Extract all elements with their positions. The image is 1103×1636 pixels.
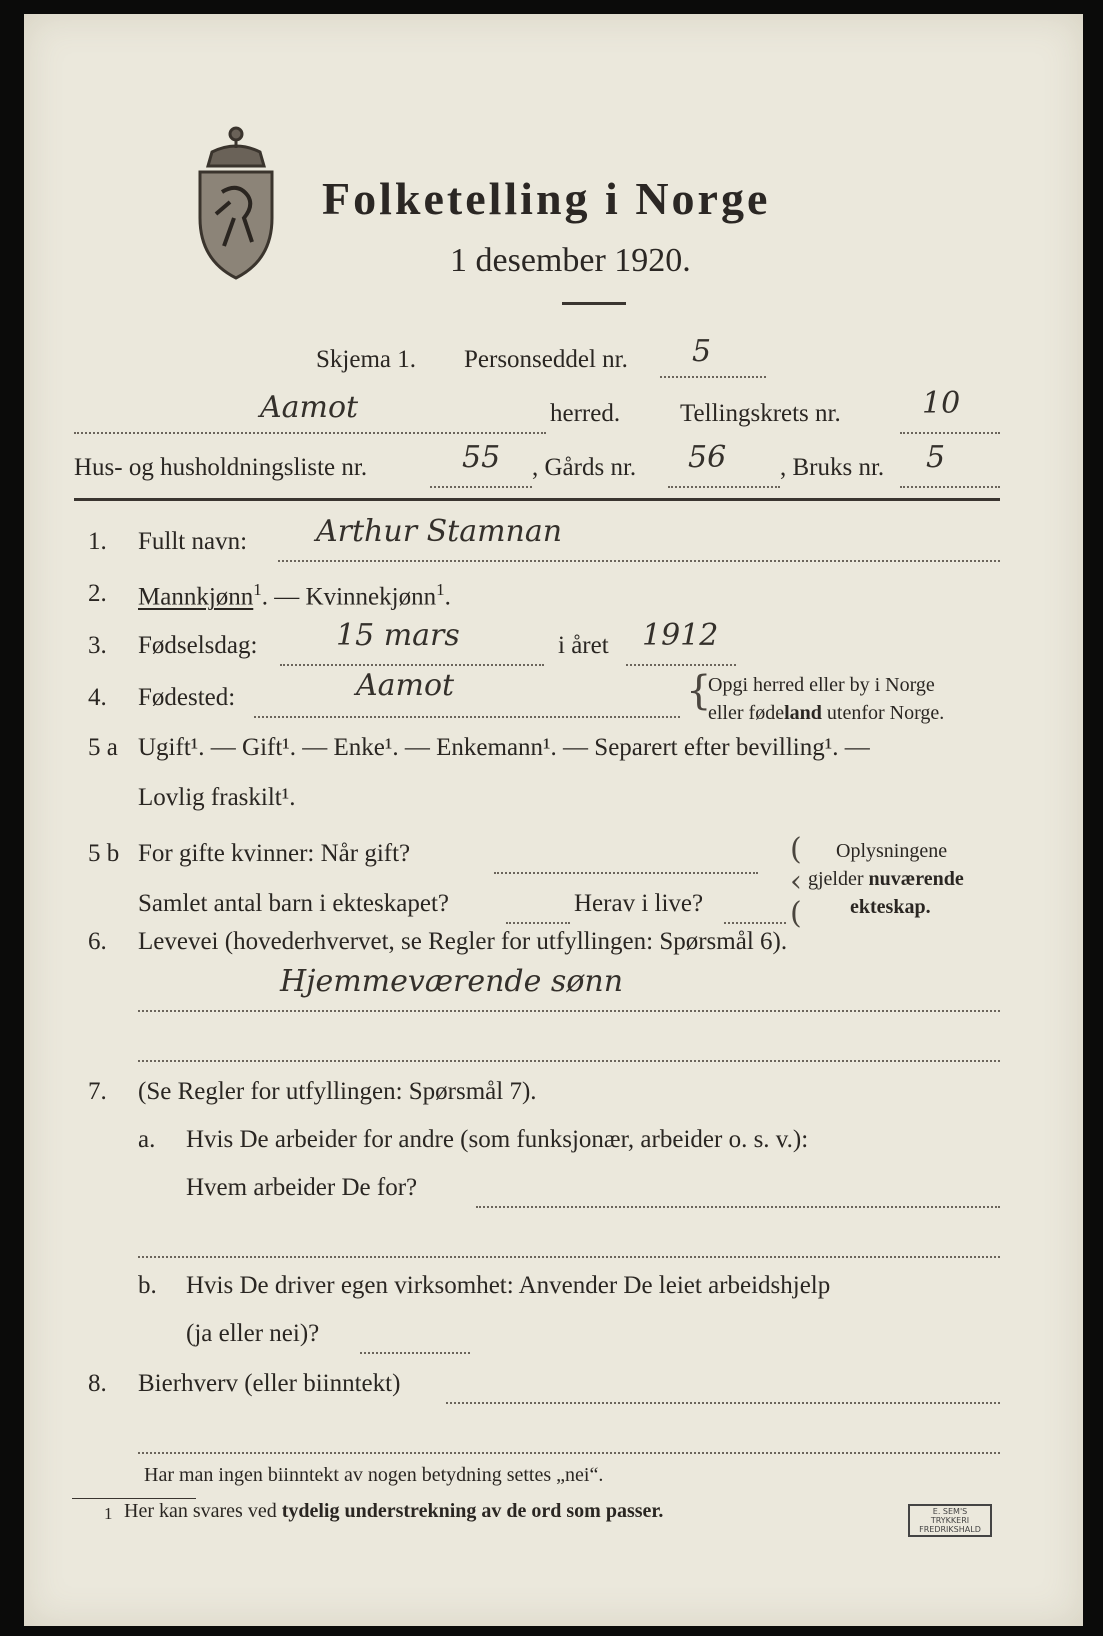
q5b-note-line1: Oplysningene	[836, 840, 948, 862]
q7b-line2: (ja eller nei)?	[186, 1320, 320, 1347]
herred-value: Aamot	[260, 390, 359, 425]
form-title: Folketelling i Norge	[322, 173, 771, 224]
q4-brace: {	[686, 668, 712, 714]
q2-male-underlined: Mannkjønn	[138, 583, 254, 611]
tellingskrets-value: 10	[922, 386, 961, 421]
q1-full-name-value: Arthur Stamnan	[316, 514, 563, 549]
footnote-text: Her kan svares ved tydelig understrekning av de ord som passer.	[124, 1500, 664, 1522]
q7-label: (Se Regler for utfyllingen: Spørsmål 7).	[138, 1078, 537, 1105]
q5b-alive-label: Herav i live?	[574, 890, 704, 917]
q4-birthplace-value: Aamot	[356, 668, 455, 703]
q8-label: Bierhverv (eller biinntekt)	[138, 1370, 401, 1397]
q7-number: 7.	[88, 1078, 107, 1105]
q1-number: 1.	[88, 528, 107, 555]
q5b-line1: For gifte kvinner: Når gift?	[138, 840, 411, 867]
q7a-line1: Hvis De arbeider for andre (som funksjonær, arbeider o. s. v.):	[186, 1126, 809, 1153]
husholdningsliste-value: 55	[462, 440, 501, 475]
q5a-line1: Ugift¹. — Gift¹. — Enke¹. — Enkemann¹. — Separert efter bevilling¹. —	[138, 734, 870, 761]
herred-label: herred.	[550, 400, 621, 427]
q3-label: Fødselsdag:	[138, 632, 258, 659]
census-form-sheet	[24, 14, 1083, 1626]
q5a-number: 5 a	[88, 734, 118, 761]
q6-occupation-value: Hjemmeværende sønn	[280, 964, 624, 999]
q3-birthday-value: 15 mars	[336, 618, 460, 653]
tellingskrets-label: Tellingskrets nr.	[680, 400, 841, 427]
q3-year-value: 1912	[642, 618, 719, 653]
q7a-line2: Hvem arbeider De for?	[186, 1174, 418, 1201]
census-date: 1 desember 1920.	[450, 242, 691, 279]
q3-year-label: i året	[558, 632, 609, 659]
header-rule	[74, 498, 1000, 501]
q5b-number: 5 b	[88, 840, 120, 867]
no-income-note: Har man ingen biinntekt av nogen betydning settes „nei“.	[144, 1464, 604, 1486]
personseddel-label: Personseddel nr.	[464, 346, 628, 373]
q5a-line2: Lovlig fraskilt¹.	[138, 784, 296, 811]
title-divider	[562, 302, 626, 305]
gards-value: 56	[688, 440, 727, 475]
q6-number: 6.	[88, 928, 107, 955]
q4-note-line2: eller fødeland utenfor Norge.	[708, 702, 945, 724]
personseddel-value: 5	[692, 334, 712, 369]
q8-number: 8.	[88, 1370, 107, 1397]
q5b-note-line3: ekteskap.	[850, 896, 931, 918]
q6-label: Levevei (hovederhvervet, se Regler for utfyllingen: Spørsmål 6).	[138, 928, 788, 955]
q2-number: 2.	[88, 580, 107, 607]
q3-number: 3.	[88, 632, 107, 659]
bruks-label: , Bruks nr.	[780, 454, 885, 481]
footnote-rule	[72, 1498, 196, 1499]
q2-gender-options: Mannkjønn$^1$. — Kvinnekjønn$^1$.	[138, 580, 451, 611]
q4-label: Fødested:	[138, 684, 236, 711]
q7b-line1: Hvis De driver egen virksomhet: Anvender De leiet arbeidshjelp	[186, 1272, 831, 1299]
printer-stamp: E. SEM'S TRYKKERI FREDRIKSHALD	[908, 1504, 992, 1537]
q4-number: 4.	[88, 684, 107, 711]
norwegian-coat-of-arms-icon	[194, 122, 278, 282]
gards-label: , Gårds nr.	[532, 454, 637, 481]
q1-label: Fullt navn:	[138, 528, 248, 555]
q4-note-line1: Opgi herred eller by i Norge	[708, 674, 935, 696]
bruks-value: 5	[926, 440, 946, 475]
footnote-mark: 1	[104, 1504, 113, 1523]
q5b-note-line2: gjelder nuværende	[808, 868, 964, 890]
husholdningsliste-label: Hus- og husholdningsliste nr.	[74, 454, 368, 481]
q5b-brace: ( ‹ (	[790, 832, 802, 931]
schema-label: Skjema 1.	[316, 346, 416, 373]
q5b-children-label: Samlet antal barn i ekteskapet?	[138, 890, 449, 917]
q7a-letter: a.	[138, 1126, 156, 1153]
q7b-letter: b.	[138, 1272, 157, 1299]
